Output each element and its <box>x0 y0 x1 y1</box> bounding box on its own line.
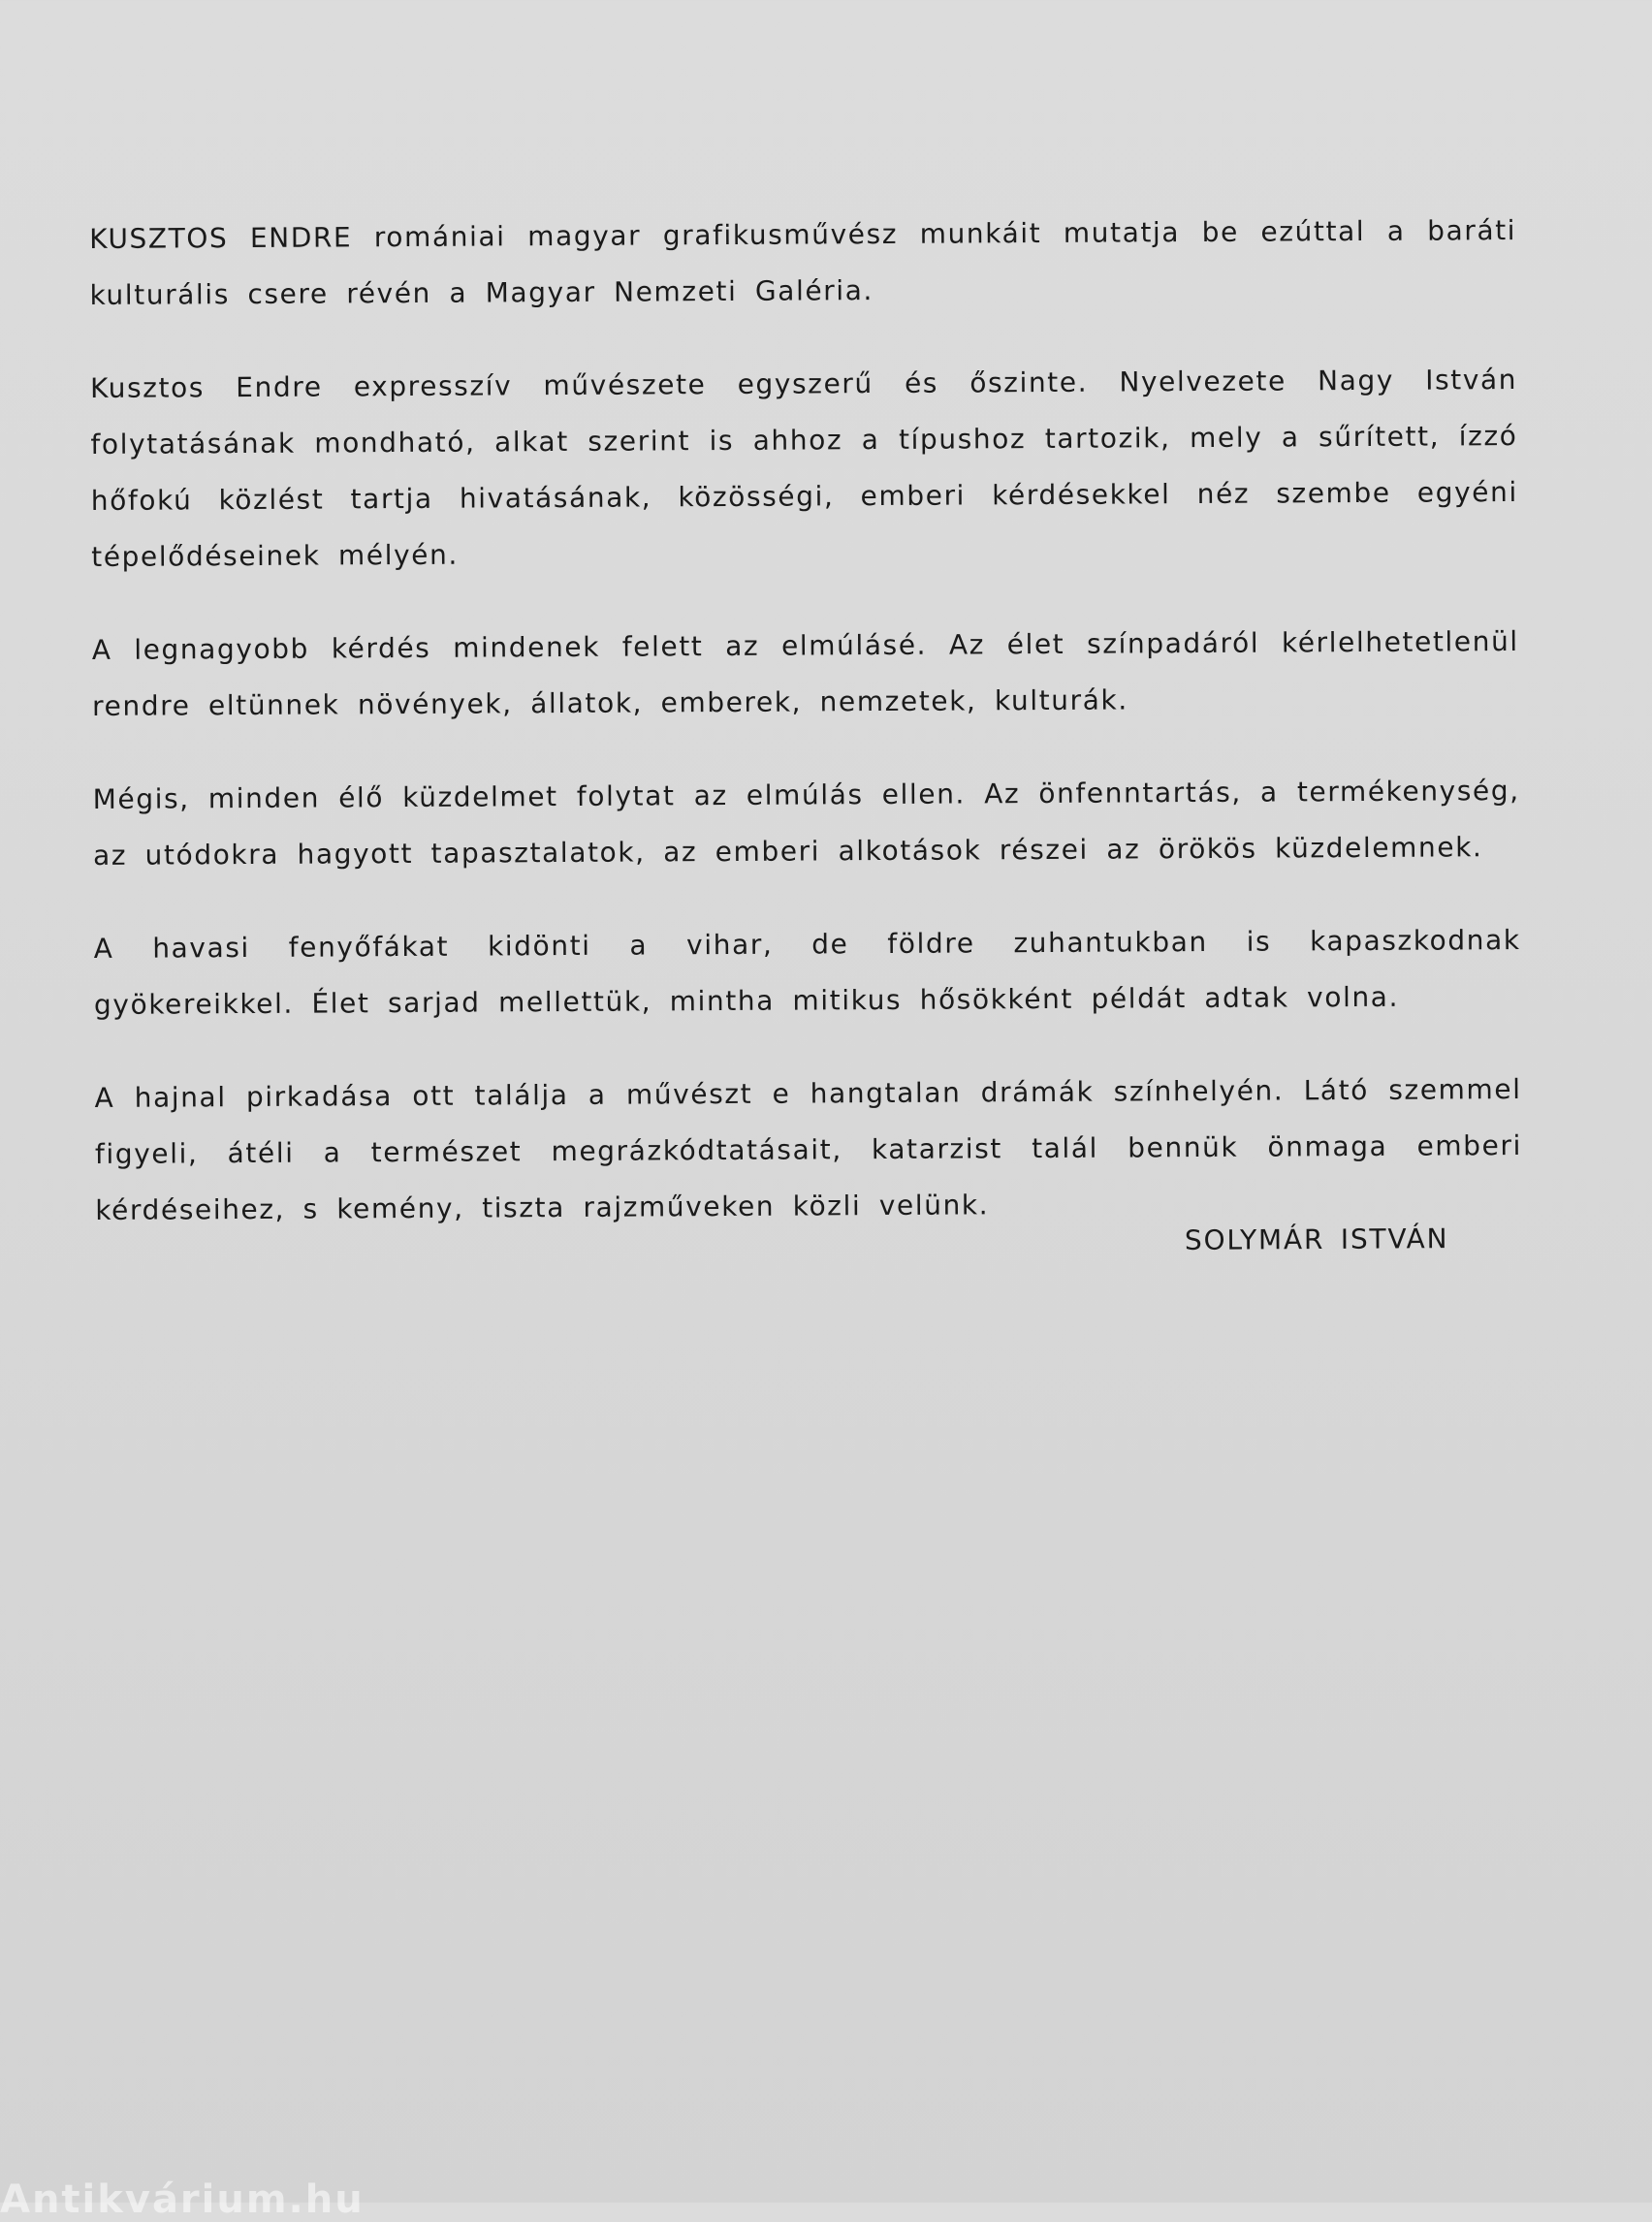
paragraph-transience: A legnagyobb kérdés mindenek felett az elmúlásé. Az élet színpadáról kérlelhetetlenül rendre eltünnek növények, állatok, emberek, nemzetek, kulturák. <box>91 625 1519 722</box>
body-text <box>89 203 1523 1276</box>
watermark-logo: Antikvárium.hu <box>0 2177 365 2222</box>
author-signature: SOLYMÁR ISTVÁN <box>1184 1222 1449 1256</box>
paragraph-dawn: A hajnal pirkadása ott találja a művészt e hangtalan drámák színhelyén. Látó szemmel figyeli, átéli a természet megrázkódtatásait, katarzist talál bennük önmaga emberi kérdéseihez, s kemény, tiszta rajzműveken közli velünk. <box>94 1072 1523 1226</box>
paragraph-style: Kusztos Endre expresszív művészete egyszerű és őszinte. Nyelvezete Nagy István folytatásának mondható, alkat szerint is ahhoz a típushoz tartozik, mely a sűrített, ízzó hőfokú közlést tartja hivatásának, közösségi, emberi kérdésekkel néz szembe egyéni tépelődéseinek mélyén. <box>90 364 1518 573</box>
paragraph-intro: KUSZTOS ENDRE romániai magyar grafikusművész munkáit mutatja be ezúttal a baráti kulturális csere révén a Magyar Nemzeti Galéria. <box>89 214 1517 311</box>
paragraph-pines: A havasi fenyőfákat kidönti a vihar, de földre zuhantukban is kapaszkodnak gyökereikkel. Élet sarjad mellettük, mintha mitikus hősökként példát adtak volna. <box>93 923 1521 1021</box>
paragraph-struggle: Mégis, minden élő küzdelmet folytat az elmúlás ellen. Az önfenntartás, a termékenység, az utódokra hagyott tapasztalatok, az emberi alkotások részei az örökös küzdelemnek. <box>92 774 1520 872</box>
